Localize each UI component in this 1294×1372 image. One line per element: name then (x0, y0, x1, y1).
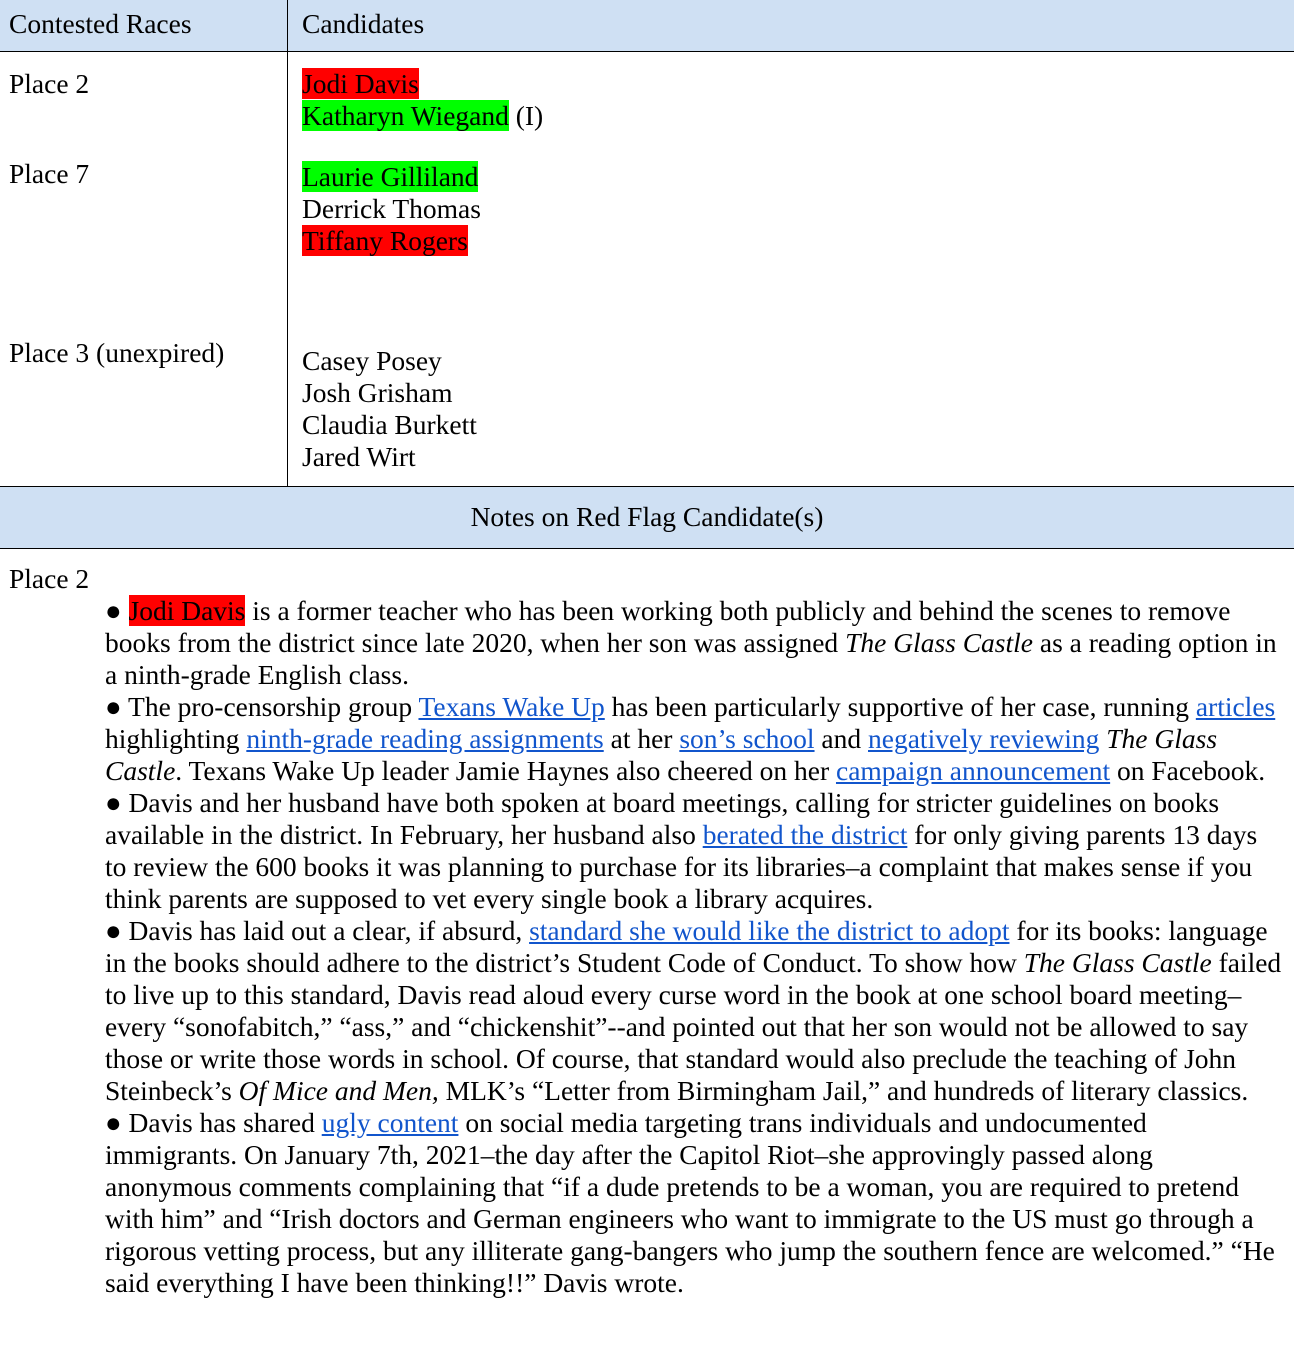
link-ugly-content[interactable]: ugly content (321, 1107, 459, 1138)
note-text: is a former teacher who has been working both publicly and behind the scenes to remove books from the district since late 2020, when her son was assigned (105, 595, 1231, 658)
note-text: MLK’s “Letter from Birmingham Jail,” and hundreds of literary classics. (438, 1075, 1249, 1106)
note-text: on Facebook. (1110, 755, 1266, 786)
book-title: The Glass Castle (845, 627, 1033, 658)
note-text: Davis has laid out a clear, if absurd, (128, 915, 530, 946)
header-candidates: Candidates (302, 8, 425, 39)
place-3-candidates (302, 345, 477, 473)
note-text: for its books: language in the books should adhere to the district’s Student Code of Conduct. To show how (105, 915, 1268, 978)
bullet-icon: ● (105, 787, 122, 818)
note-text: has been particularly supportive of her case, running (604, 691, 1196, 722)
link-berated-the-district[interactable]: berated the district (702, 819, 908, 850)
candidate (302, 68, 543, 100)
note-text: Davis has shared (128, 1107, 322, 1138)
table-header (0, 0, 1294, 52)
link-texans-wake-up[interactable]: Texans Wake Up (418, 691, 605, 722)
note-text: highlighting (105, 723, 247, 754)
note-text: for only giving parents 13 days to review the 600 books it was planning to purchase for its libraries–a complaint that makes sense if you think parents are supposed to vet every single book a library acquires. (105, 819, 1258, 914)
candidate-name: Katharyn Wiegand (302, 100, 509, 131)
candidates-column (288, 52, 1294, 486)
note-text: . Texans Wake Up leader Jamie Haynes also cheered on her (175, 755, 836, 786)
book-title: Of Mice and Men, (238, 1075, 439, 1106)
note-text: failed to live up to this standard, Davis read aloud every curse word in the book at one school board meeting–every “sonofabitch,” “ass,” and “chickenshit”--and pointed out that her son would not be allowed to say those or write those words in school. Of course, that standard would also preclude the teaching of John Steinbeck’s (105, 947, 1282, 1106)
candidate-name: Claudia Burkett (302, 409, 477, 440)
candidate (302, 409, 477, 441)
note-text: at her (603, 723, 680, 754)
header-contested-races: Contested Races (0, 0, 288, 51)
link-negatively-reviewing[interactable]: negatively reviewing (868, 723, 1100, 754)
candidate-name: Laurie Gilliland (302, 161, 479, 192)
note-bullet-2 (105, 691, 1284, 787)
link-reading-assignments[interactable]: ninth-grade reading assignments (246, 723, 604, 754)
notes-heading: Notes on Red Flag Candidate(s) (0, 487, 1294, 549)
notes-place-label: Place 2 (9, 563, 90, 594)
candidate (302, 377, 477, 409)
red-flag-name: Jodi Davis (128, 595, 246, 626)
link-standard[interactable]: standard she would like the district to adopt (529, 915, 1010, 946)
candidate-name: Tiffany Rogers (302, 225, 468, 256)
note-bullet-3 (105, 787, 1284, 915)
candidate-name: Josh Grisham (302, 377, 453, 408)
race-labels-column (0, 52, 288, 486)
candidate-name: Jared Wirt (302, 441, 416, 472)
candidate (302, 100, 543, 132)
link-campaign-announcement[interactable]: campaign announcement (835, 755, 1111, 786)
bullet-icon: ● (105, 1107, 122, 1138)
race-label-place-7: Place 7 (9, 158, 90, 189)
note-bullet-1 (105, 595, 1284, 691)
candidate (302, 193, 481, 225)
link-sons-school[interactable]: son’s school (679, 723, 815, 754)
notes-section (0, 549, 1294, 1299)
book-title: The Glass Castle (1023, 947, 1212, 978)
candidate-name: Casey Posey (302, 345, 442, 376)
notes-bullet-list (9, 595, 1294, 1299)
note-bullet-5 (105, 1107, 1284, 1299)
place-2-candidates (302, 68, 543, 132)
note-text: and (814, 723, 869, 754)
bullet-icon: ● (105, 691, 122, 722)
note-text: The pro-censorship group (128, 691, 419, 722)
candidate (302, 161, 481, 193)
candidate (302, 225, 481, 257)
candidate (302, 441, 477, 473)
races-body (0, 52, 1294, 487)
race-label-place-3: Place 3 (unexpired) (9, 337, 225, 368)
note-text: Davis and her husband have both spoken at board meetings, calling for stricter guidelines on books available in the district. In February, her husband also (105, 787, 1220, 850)
candidate (302, 345, 477, 377)
bullet-icon: ● (105, 915, 122, 946)
candidate-name: Jodi Davis (302, 68, 419, 99)
place-7-candidates (302, 161, 481, 257)
note-text: as a reading option in a ninth-grade English class. (105, 627, 1277, 690)
race-label-place-2: Place 2 (9, 68, 90, 99)
candidate-name: Derrick Thomas (302, 193, 481, 224)
note-bullet-4 (105, 915, 1284, 1107)
book-title: The Glass Castle (105, 723, 1218, 786)
note-text: on social media targeting trans individuals and undocumented immigrants. On January 7th, 2021–the day after the Capitol Riot–she approvingly passed along anonymous comments complaining that “if a dude pretends to be a woman, you are required to pretend with him” and “Irish doctors and German engineers who want to immigrate to the US must go through a rigorous vetting process, but any illiterate gang-bangers who jump the southern fence are welcomed.” “He said everything I have been thinking!!” Davis wrote. (105, 1107, 1275, 1298)
incumbent-marker: (I) (508, 100, 544, 131)
link-articles[interactable]: articles (1195, 691, 1276, 722)
bullet-icon: ● (105, 595, 122, 626)
